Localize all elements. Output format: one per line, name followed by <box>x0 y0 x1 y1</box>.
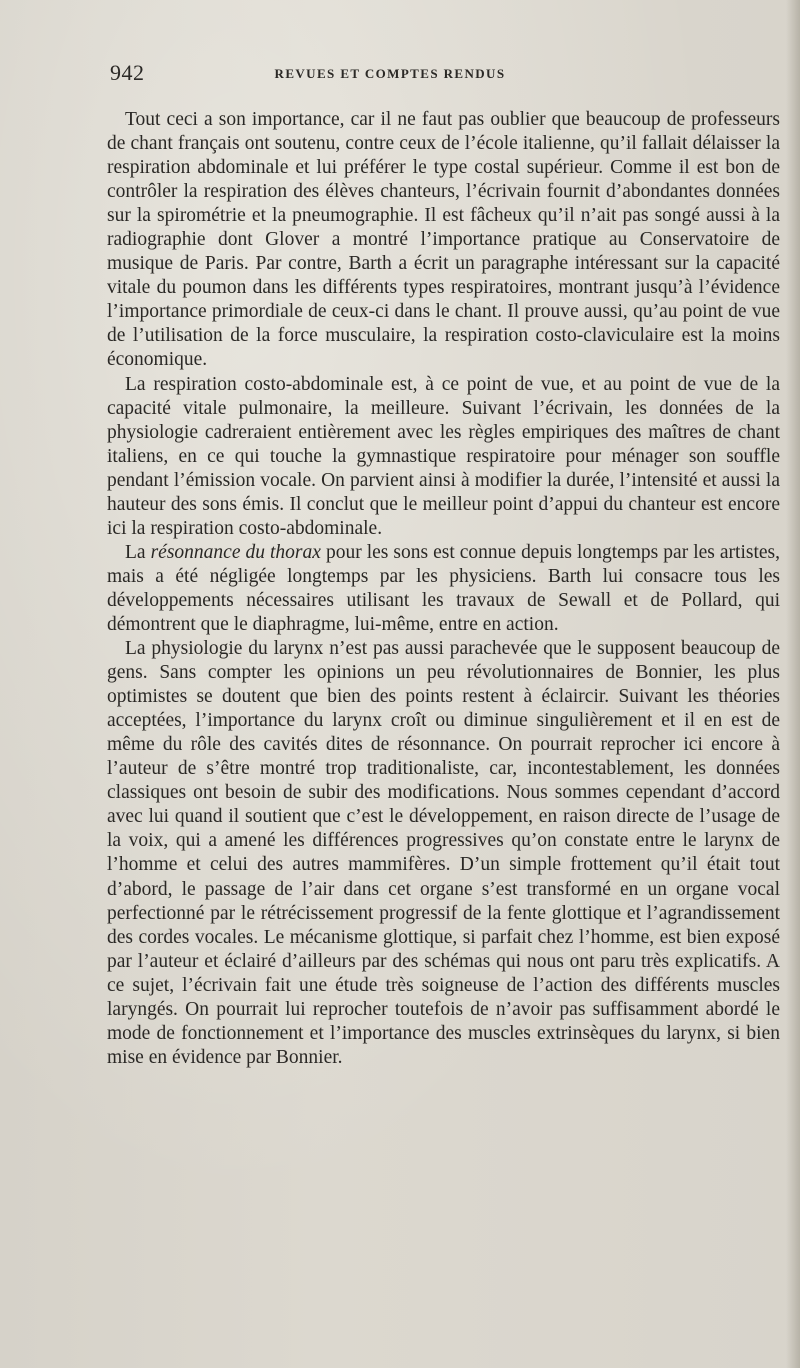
running-title: REVUES ET COMPTES RENDUS <box>274 66 506 81</box>
page-edge-shadow <box>786 0 800 1368</box>
paragraph-thorax-resonance <box>107 541 780 637</box>
page-header <box>110 58 670 88</box>
paragraph-text: La respiration costo-abdominale est, à ce point de vue, et au point de vue de la capacité vitale pulmonaire, la meilleure. Suivant l’écrivain, les données de la physiologie cadreraient entièrement avec les règles empiriques des maîtres de chant italiens, en ce qui touche la gymnastique respiratoire pour ménager son souffle pendant l’émission vocale. On parvient ainsi à modifier la durée, l’intensité et aussi la hauteur des sons émis. Il conclut que le meilleur point d’appui du chanteur est encore ici la respiration costo-abdominale. <box>107 373 780 539</box>
paragraph-text: La physiologie du larynx n’est pas aussi parachevée que le supposent beaucoup de gens. Sans compter les opinions un peu révolutionnaires de Bonnier, les plus optimistes se doutent que bien des points restent à éclaircir. Suivant les théories acceptées, l’importance du larynx croît ou diminue singulièrement et il en est de même du rôle des cavités dites de résonnance. On pourrait reprocher ici encore à l’auteur de s’être montré trop traditionaliste, car, incontestablement, les données classiques ont besoin de subir des modifications. Nous sommes cependant d’accord avec lui quand il soutient que c’est le développement, en raison directe de l’usage de la voix, qui a amené les différences progressives qu’on constate entre le larynx de l’homme et celui des autres mammifères. D’un simple frottement qu’il était tout d’abord, le passage de l’air dans cet organe s’est transformé en un organe vocal perfectionné par le rétrécissement progressif de la fente glottique et l’agrandissement des cordes vocales. Le mécanisme glottique, si parfait chez l’homme, est bien exposé par l’auteur et éclairé d’ailleurs par des schémas qui nous ont paru très explicatifs. A ce sujet, l’écrivain fait une étude très soigneuse de l’action des différents muscles laryngés. On pourrait lui reprocher toutefois de n’avoir pas suffisamment abordé le mode de fonctionnement et l’importance des muscles extrinsèques du larynx, si bien mise en évidence par Bonnier. <box>107 638 780 1068</box>
paragraph-text: pour les sons est connue depuis longtemps par les artistes, mais a été négligée longtemps par les physiciens. Barth lui consacre tous les développements nécessaires utilisant les travaux de Sewall et de Pollard, qui démontrent que le diaphragme, lui-même, entre en action. <box>107 541 780 635</box>
paragraph-text: Tout ceci a son importance, car il ne faut pas oublier que beaucoup de professeurs de chant français ont soutenu, contre ceux de l’école italienne, qu’il fallait délaisser la respiration abdominale et lui préférer le type costal supérieur. Comme il est bon de contrôler la respiration des élèves chanteurs, l’écrivain fournit d’abondantes données sur la spirométrie et la pneumographie. Il est fâcheux qu’il n’ait pas songé aussi à la radiographie dont Glover a montré l’importance pratique au Conservatoire de musique de Paris. Par contre, Barth a écrit un paragraphe intéressant sur la capacité vitale du poumon dans les différents types respiratoires, montrant jusqu’à l’évidence l’importance primordiale de ceux-ci dans le chant. Il prouve aussi, qu’au point de vue de l’utilisation de la force musculaire, la respiration costo-claviculaire est la moins économique. <box>107 109 780 371</box>
paragraph-larynx-physiology <box>107 637 780 1070</box>
italic-term: résonnance du thorax <box>150 541 321 563</box>
article-body <box>107 108 780 1070</box>
paragraph-costo-abdominal <box>107 373 780 541</box>
paragraph-breathing-importance <box>107 108 780 373</box>
page-number: 942 <box>110 60 145 85</box>
paragraph-prefix: La <box>125 541 151 563</box>
